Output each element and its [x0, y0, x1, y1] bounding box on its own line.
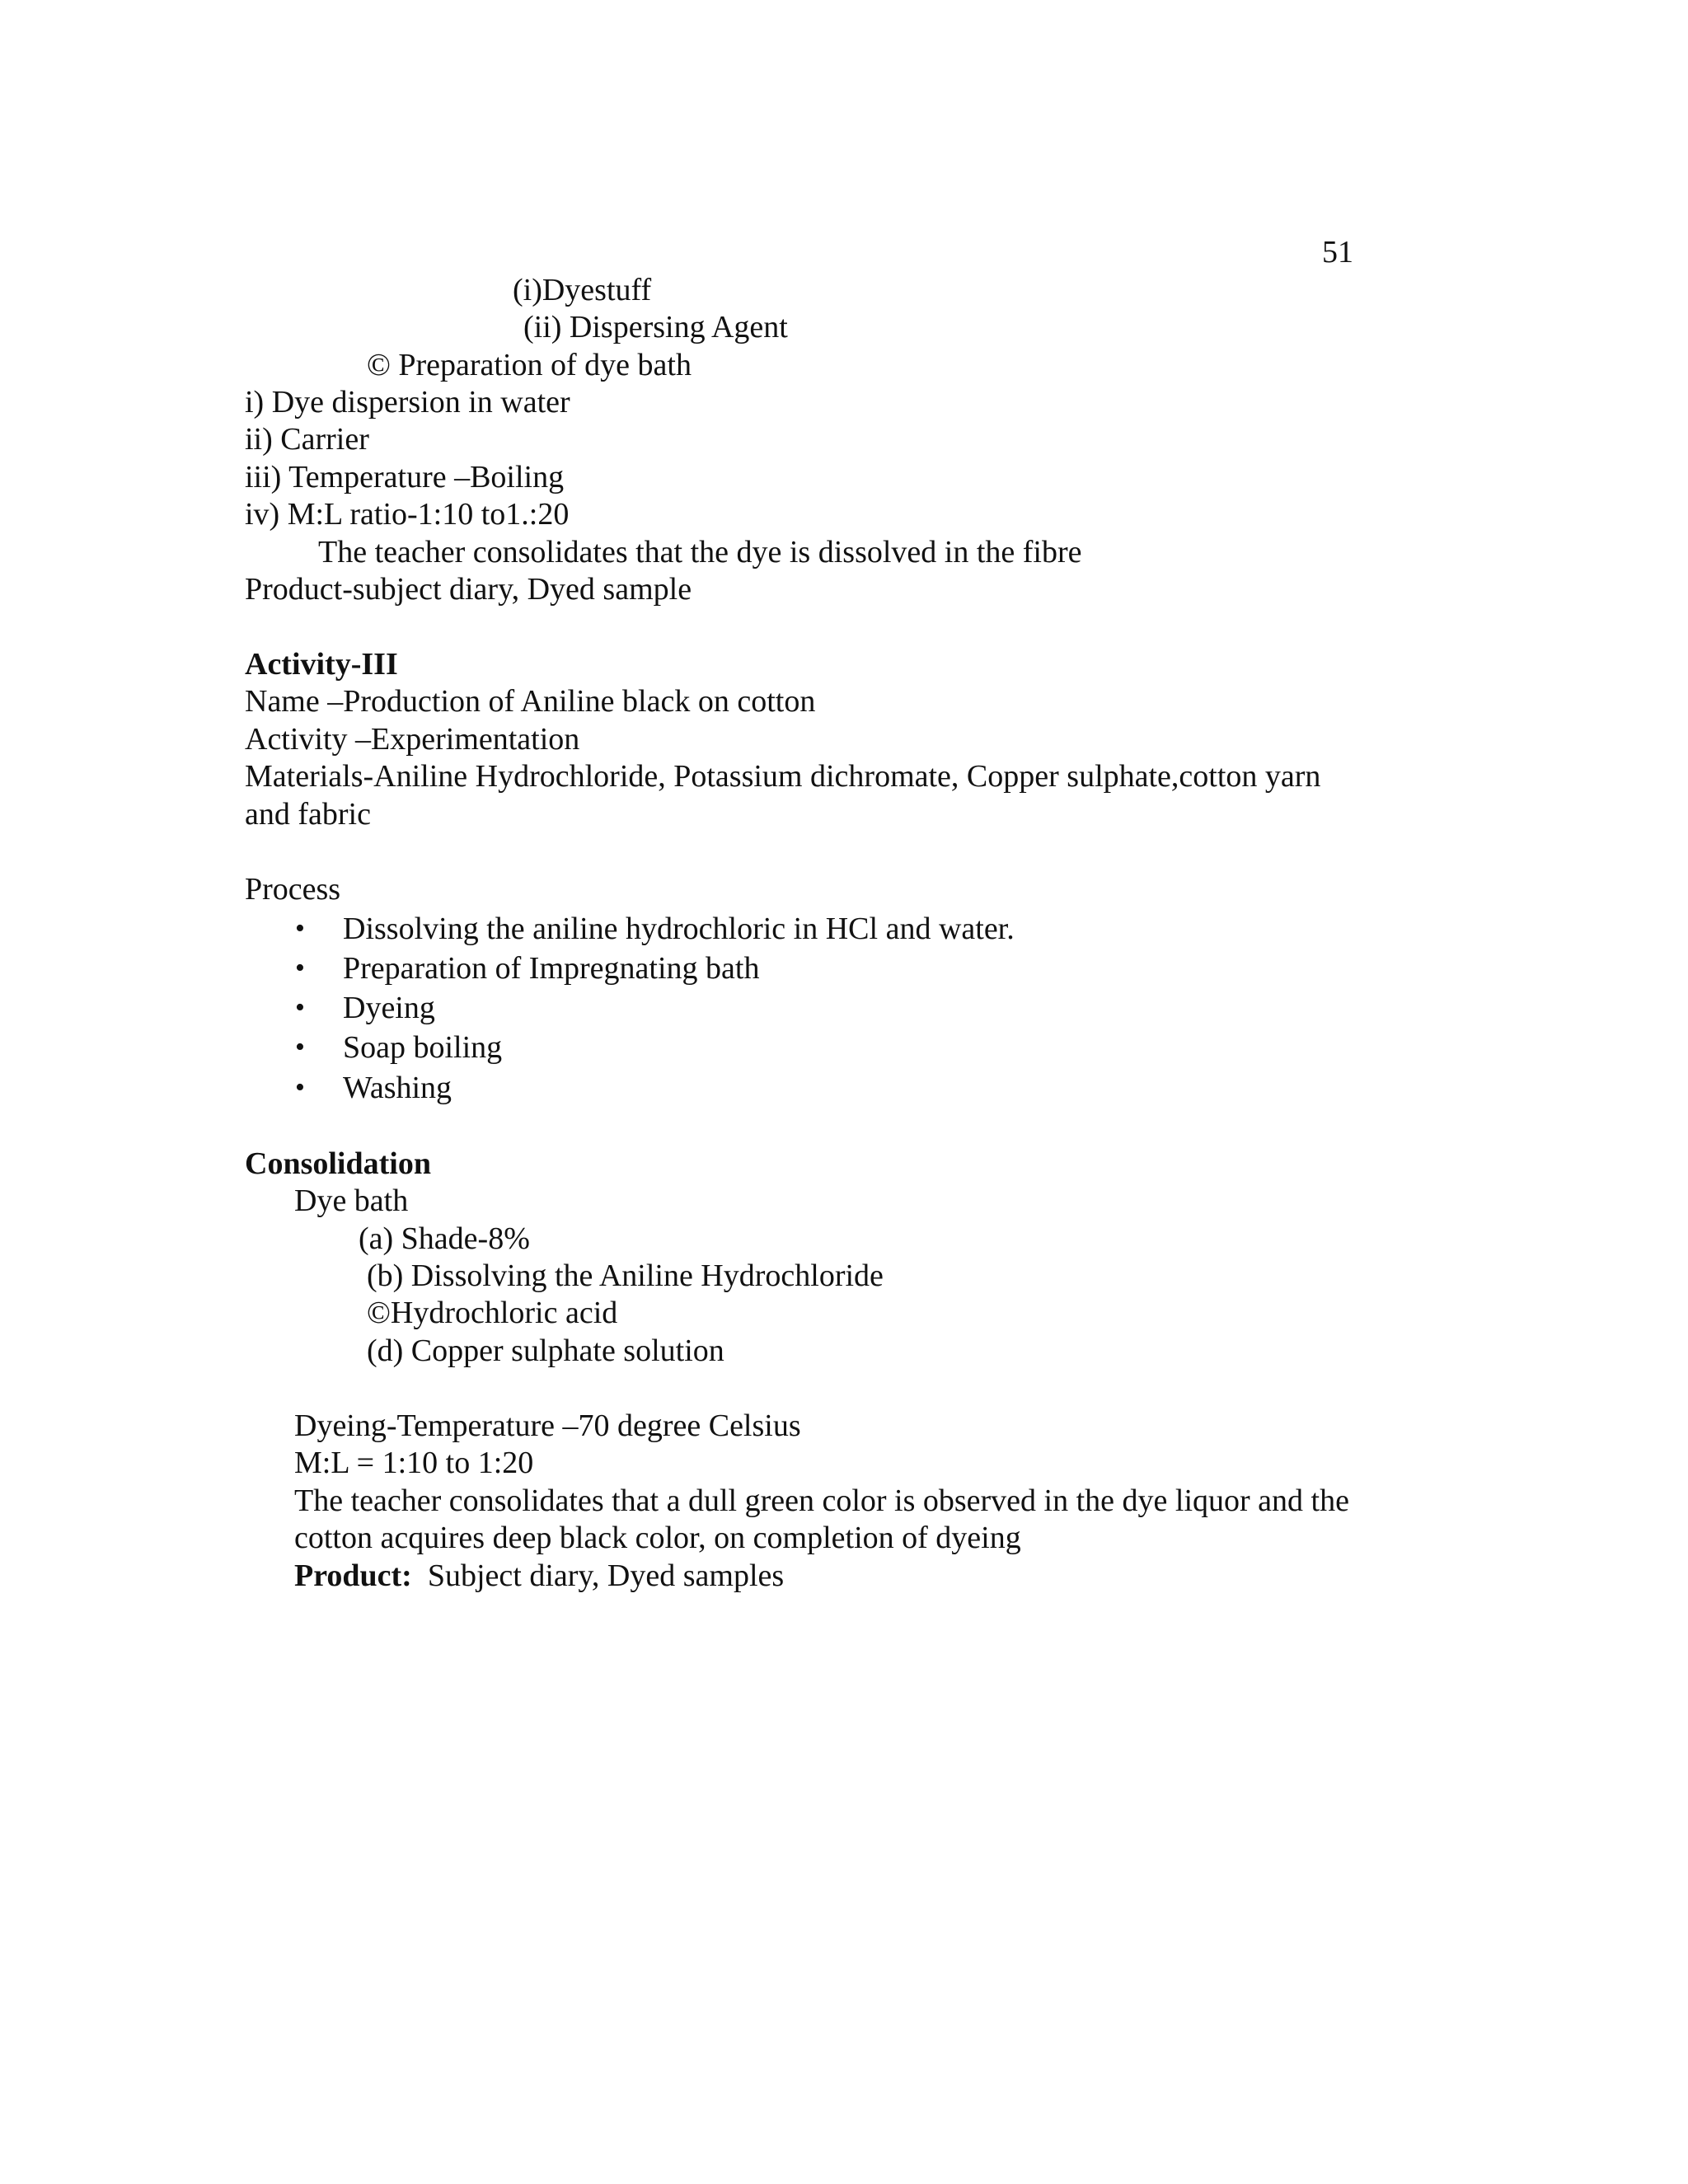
activity-materials-continued: and fabric: [245, 797, 371, 832]
dye-bath-step: iv) M:L ratio-1:10 to1.:20: [245, 497, 570, 532]
consolidation-item: (d) Copper sulphate solution: [367, 1333, 724, 1368]
consolidation-heading: Consolidation: [245, 1146, 431, 1181]
bullet: •: [295, 1072, 305, 1103]
process-label: Process: [245, 872, 341, 907]
subitem-dispersing-agent: (ii) Dispersing Agent: [523, 310, 788, 344]
activity-heading: Activity-III: [245, 647, 398, 682]
activity-materials: Materials-Aniline Hydrochloride, Potassium dichromate, Copper sulphate,cotton yarn: [245, 759, 1321, 794]
subitem-dyestuff: (i)Dyestuff: [513, 273, 652, 307]
consolidation-statement: The teacher consolidates that the dye is dissolved in the fibre: [318, 535, 1082, 569]
dye-bath-label: Dye bath: [294, 1183, 409, 1218]
bullet: •: [295, 992, 305, 1023]
page-number: 51: [1322, 235, 1353, 269]
consolidation-statement-final-continued: cotton acquires deep black color, on completion of dyeing: [294, 1521, 1021, 1555]
consolidation-item: ©Hydrochloric acid: [367, 1296, 618, 1330]
process-step-text: Dissolving the aniline hydrochloric in HCl and water.: [343, 912, 1015, 946]
product-label: Product:: [294, 1558, 412, 1593]
product-line: Product-subject diary, Dyed sample: [245, 572, 692, 607]
dye-bath-step: iii) Temperature –Boiling: [245, 460, 565, 494]
consolidation-item: (a) Shade-8%: [359, 1221, 530, 1256]
dye-bath-step: i) Dye dispersion in water: [245, 385, 570, 419]
dye-bath-heading: © Preparation of dye bath: [367, 348, 692, 382]
product-final: [294, 1557, 784, 1595]
bullet: •: [295, 953, 305, 983]
process-step-text: Dyeing: [343, 991, 435, 1025]
activity-type: Activity –Experimentation: [245, 722, 580, 757]
activity-name: Name –Production of Aniline black on cotton: [245, 684, 816, 719]
process-step-text: Washing: [343, 1071, 452, 1105]
dyeing-temperature: Dyeing-Temperature –70 degree Celsius: [294, 1408, 801, 1443]
process-step-text: Preparation of Impregnating bath: [343, 951, 760, 986]
ml-ratio: M:L = 1:10 to 1:20: [294, 1446, 534, 1480]
bullet: •: [295, 913, 305, 944]
consolidation-item: (b) Dissolving the Aniline Hydrochloride: [367, 1258, 884, 1293]
consolidation-statement-final: The teacher consolidates that a dull green color is observed in the dye liquor and the: [294, 1483, 1349, 1518]
bullet: •: [295, 1032, 305, 1062]
dye-bath-step: ii) Carrier: [245, 422, 369, 457]
product-value: Subject diary, Dyed samples: [411, 1558, 785, 1593]
process-step-text: Soap boiling: [343, 1030, 503, 1065]
